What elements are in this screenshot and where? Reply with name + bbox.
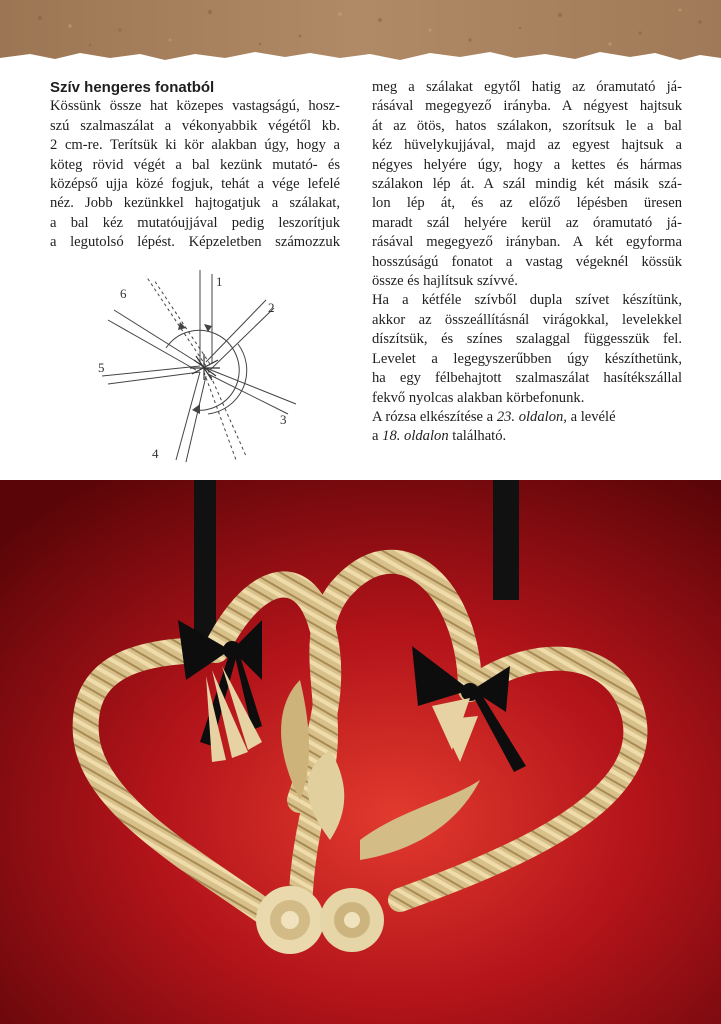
strand-label-1: 1 xyxy=(216,274,223,289)
left-paragraph xyxy=(50,97,340,252)
text-line: Ha a kétféle szívből dupla szívet készítünk, xyxy=(372,292,682,309)
text-line: Kössünk össze hat közepes vastagságú, hosz- xyxy=(50,98,340,115)
text-line: akkor az összeállításnál virágokkal, levelekkel xyxy=(372,311,682,328)
text-line: át az ötös, hatos szálakon, szorítsuk le a bal xyxy=(372,117,682,134)
strand-label-5: 5 xyxy=(98,360,105,375)
text-line: rásával megegyező irányba. A négyest hajtsuk xyxy=(372,98,682,115)
text-line: rásával megegyező irányban. A két egyforma xyxy=(372,234,682,251)
text-line: szálakon lép át. A szál mindig két másik szá- xyxy=(372,176,682,193)
right-text-column xyxy=(372,78,682,447)
ref-text: a levélé xyxy=(566,408,616,425)
page-reference-line xyxy=(372,427,682,446)
strand-label-2: 2 xyxy=(268,300,275,315)
text-line: meg a szálakat egytől hatig az óramutató já- xyxy=(372,79,682,95)
text-line: lon lép át, és az előző lépésben üresen xyxy=(372,195,682,212)
section-title: Szív hengeres fonatból xyxy=(50,79,215,96)
page-ref-rose: 23. oldalon, xyxy=(496,408,567,425)
text-line: a legutolsó lépést. Képzeletben számozzuk xyxy=(50,234,340,251)
text-line: össze és hajlítsuk szívvé. xyxy=(372,273,518,290)
strand-label-6: 6 xyxy=(120,286,127,301)
double-straw-heart-photo xyxy=(0,480,721,1024)
text-line: szú szalmaszálat a vékonyabbik végétől kb. xyxy=(50,117,340,134)
text-line: négyes helyére úgy, hogy a kettes és hármas xyxy=(372,156,682,173)
text-line: Levelet a legegyszerűbben úgy készíthetünk, xyxy=(372,350,682,367)
page-ref-leaf: 18. oldalon xyxy=(382,428,449,445)
strand-label-3: 3 xyxy=(280,412,287,427)
text-line: a bal kéz mutatóujjával pedig leszorítjuk xyxy=(50,214,340,231)
text-line: kéz hüvelykujjával, majd az egyest hajtsuk a xyxy=(372,137,682,154)
ribbon-right xyxy=(493,480,519,600)
braiding-diagram xyxy=(88,264,328,474)
text-line: köteg rövid végét a bal kezünk mutató- és xyxy=(50,156,340,173)
page-reference-line xyxy=(372,408,682,427)
text-line: 2 cm-re. Terítsük ki kör alakban úgy, hogy a xyxy=(50,137,340,154)
text-line: ha egy félbehajtott szalmaszálat hasítékszállal xyxy=(372,370,682,387)
text-line: maradt szál helyére kerül az óramutató já- xyxy=(372,214,682,231)
ref-text: A rózsa elkészítése a xyxy=(372,408,497,425)
text-line: díszítsük, és színes szalaggal függesszük fel. xyxy=(372,331,682,348)
left-text-column xyxy=(50,78,340,253)
ref-text: található. xyxy=(448,428,507,445)
text-line: fekvő nyolcas alakban körbefonunk. xyxy=(372,389,585,406)
top-decorative-band xyxy=(0,0,721,70)
ref-text: a xyxy=(372,428,383,445)
ribbon-left xyxy=(194,480,216,645)
text-line: néz. Jobb kezünkkel hajtogatjuk a szálakat, xyxy=(50,195,340,212)
text-line: középső ujja közé fogjuk, tehát a vége lefelé xyxy=(50,176,340,193)
text-line: hosszúságú fonatot a vastag végeknél kössük xyxy=(372,253,682,270)
strand-label-4: 4 xyxy=(152,446,159,461)
